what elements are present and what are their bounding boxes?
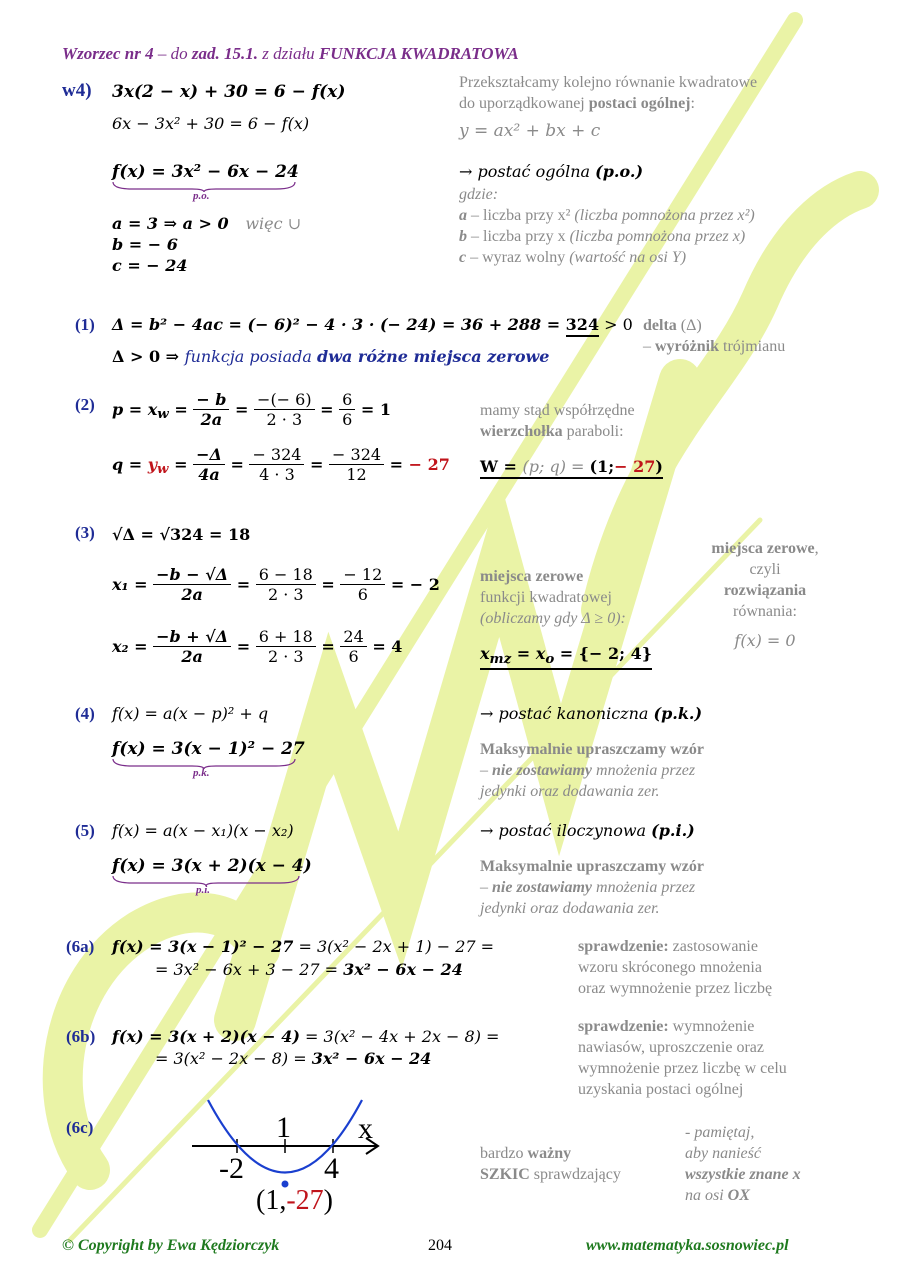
gdzie: gdzie: xyxy=(459,186,499,203)
check-6a-note-2: wzoru skróconego mnożenia xyxy=(578,959,762,976)
sketch-hint-1: - pamiętaj, xyxy=(685,1124,755,1141)
section-label-5: (5) xyxy=(75,821,95,840)
w4-general-form: f(x) = 3x² − 6x − 24 xyxy=(112,162,299,182)
def-a: a – liczba przy x² (liczba pomnożona przez x²) xyxy=(459,207,755,224)
vertex-q-equation: $q = y_w$ = $\frac{-\Delta}{4a}$ = $\frac{- 324}{4 \cdot 3}$ = $\frac{- 324}{12}$ = − 27 xyxy=(112,445,450,484)
section-label-6b: (6b) xyxy=(66,1027,96,1046)
w4-equation-1: 3x(2 − x) + 30 = 6 − f(x) xyxy=(112,82,346,102)
coef-c: c = − 24 xyxy=(112,256,188,275)
tick-label-1: 1 xyxy=(276,1111,291,1144)
brace-label-po: p.o. xyxy=(193,190,210,202)
roots-note-2: funkcji kwadratowej xyxy=(480,589,612,606)
page-number: 204 xyxy=(428,1237,452,1254)
roots-side-note: miejsca zerowe, czyli rozwiązania równania: f(x) = 0 xyxy=(711,540,819,650)
pk-note-1: Maksymalnie upraszczamy wzór xyxy=(480,741,704,758)
general-formula: y = ax² + bx + c xyxy=(459,121,601,141)
check-6b-note-4: uzyskania postaci ogólnej xyxy=(578,1081,744,1098)
pi-label: → postać iloczynowa (p.i.) xyxy=(480,821,695,840)
def-b: b – liczba przy x (liczba pomnożona przez x) xyxy=(459,228,746,245)
vertex-note-2: wierzchołka paraboli: xyxy=(480,423,624,440)
pi-note-1: Maksymalnie upraszczamy wzór xyxy=(480,858,704,875)
root-x1-equation: x₁ = $\frac{-b - √\Delta}{2a}$ = $\frac{6 - 18}{2 \cdot 3}$ = $\frac{- 12}{6}$ = − 2 xyxy=(112,565,440,604)
roots-note-1: miejsca zerowe xyxy=(480,568,584,585)
footer-copyright: © Copyright by Ewa Kędziorczyk xyxy=(62,1237,280,1254)
section-label-4: (4) xyxy=(75,704,95,723)
vertex-p-equation: $p = x_w$ = $\frac{- b}{2a}$ = $\frac{-(- 6)}{2 \cdot 3}$ = $\frac{6}{6}$ = 1 xyxy=(112,390,392,429)
section-label-w4: w4) xyxy=(62,80,92,101)
footer-website-link[interactable]: www.matematyka.sosnowiec.pl xyxy=(586,1237,789,1254)
def-c: c – wyraz wolny (wartość na osi Y) xyxy=(459,249,687,266)
pk-label: → postać kanoniczna (p.k.) xyxy=(480,704,703,723)
check-6b-note-2: nawiasów, uproszczenie oraz xyxy=(578,1039,764,1056)
sqrt-delta: √Δ = √324 = 18 xyxy=(112,525,251,544)
section-label-6c: (6c) xyxy=(66,1118,94,1137)
w4-note-1: Przekształcamy kolejno równanie kwadratowe xyxy=(459,74,758,91)
delta-note-2: – wyróżnik trójmianu xyxy=(643,338,786,355)
check-6b-note-1: sprawdzenie: wymnożenie xyxy=(578,1018,755,1035)
w4-equation-2: 6x − 3x² + 30 = 6 − f(x) xyxy=(112,114,310,133)
section-label-6a: (6a) xyxy=(66,937,95,956)
delta-conclusion: Δ > 0 ⇒ funkcja posiada dwa różne miejsca zerowe xyxy=(112,347,550,366)
sketch-note-1: bardzo ważny xyxy=(480,1145,572,1162)
check-6a-note-3: oraz wymnożenie przez liczbę xyxy=(578,980,773,997)
check-6b-line-1: f(x) = 3(x + 2)(x − 4) = 3(x² − 4x + 2x − 8) = xyxy=(112,1027,500,1046)
coef-a: a = 3 ⇒ a > 0 więc ∪ xyxy=(112,214,302,233)
brace-label-pi: p.i. xyxy=(196,884,211,896)
sketch-note-2: SZKIC sprawdzający xyxy=(480,1166,621,1183)
pk-note-2: – nie zostawiamy mnożenia przez xyxy=(480,762,696,779)
vertex-note-1: mamy stąd współrzędne xyxy=(480,402,635,419)
section-label-2: (2) xyxy=(75,395,95,414)
section-label-3: (3) xyxy=(75,523,95,542)
tick-label-minus2: -2 xyxy=(219,1152,244,1185)
brace-label-pk: p.k. xyxy=(193,767,210,779)
check-6a-note-1: sprawdzenie: zastosowanie xyxy=(578,938,758,955)
factored-form: f(x) = 3(x + 2)(x − 4) xyxy=(112,856,312,876)
vertex-label: (1,-27) xyxy=(256,1185,333,1216)
roots-set: $x_{mz} = x_o$ = {− 2; 4} xyxy=(480,644,652,670)
check-6b-line-2: = 3(x² − 2x − 8) = 3x² − 6x − 24 xyxy=(155,1049,432,1068)
axis-label-x: x xyxy=(358,1112,373,1145)
check-6b-note-3: wymnożenie przez liczbę w celu xyxy=(578,1060,787,1077)
sketch-hint-2: aby nanieść xyxy=(685,1145,761,1162)
canonical-formula: f(x) = a(x − p)² + q xyxy=(112,704,269,723)
sketch-hint-4: na osi OX xyxy=(685,1187,750,1204)
canonical-form: f(x) = 3(x − 1)² − 27 xyxy=(112,739,305,759)
w4-note-2: do uporządkowanej postaci ogólnej: xyxy=(459,95,695,112)
check-6a-line-1: f(x) = 3(x − 1)² − 27 = 3(x² − 2x + 1) − 27 = xyxy=(112,937,495,956)
page-header: Wzorzec nr 4 – do zad. 15.1. z działu FUNKCJA KWADRATOWA xyxy=(62,44,519,63)
root-x2-equation: x₂ = $\frac{-b + √\Delta}{2a}$ = $\frac{6 + 18}{2 \cdot 3}$ = $\frac{24}{6}$ = 4 xyxy=(112,627,403,666)
tick-label-4: 4 xyxy=(324,1152,339,1185)
delta-note-1: delta (Δ) xyxy=(643,317,702,334)
pk-note-3: jedynki oraz dodawania zer. xyxy=(480,783,660,800)
sketch-hint-3: wszystkie znane x xyxy=(685,1166,801,1183)
pi-note-2: – nie zostawiamy mnożenia przez xyxy=(480,879,696,896)
coef-b: b = − 6 xyxy=(112,235,178,254)
po-label: → postać ogólna (p.o.) xyxy=(459,162,644,181)
factored-formula: f(x) = a(x − x₁)(x − x₂) xyxy=(112,821,294,840)
check-6a-line-2: = 3x² − 6x + 3 − 27 = 3x² − 6x − 24 xyxy=(155,960,463,979)
section-label-1: (1) xyxy=(75,315,95,334)
vertex-result: W = (p; q) = (1;− 27) xyxy=(480,457,663,479)
roots-note-3: (obliczamy gdy Δ ≥ 0): xyxy=(480,610,626,627)
pi-note-3: jedynki oraz dodawania zer. xyxy=(480,900,660,917)
delta-equation: Δ = b² − 4ac = (− 6)² − 4 · 3 · (− 24) = 36 + 288 = 324 > 0 xyxy=(112,315,633,334)
